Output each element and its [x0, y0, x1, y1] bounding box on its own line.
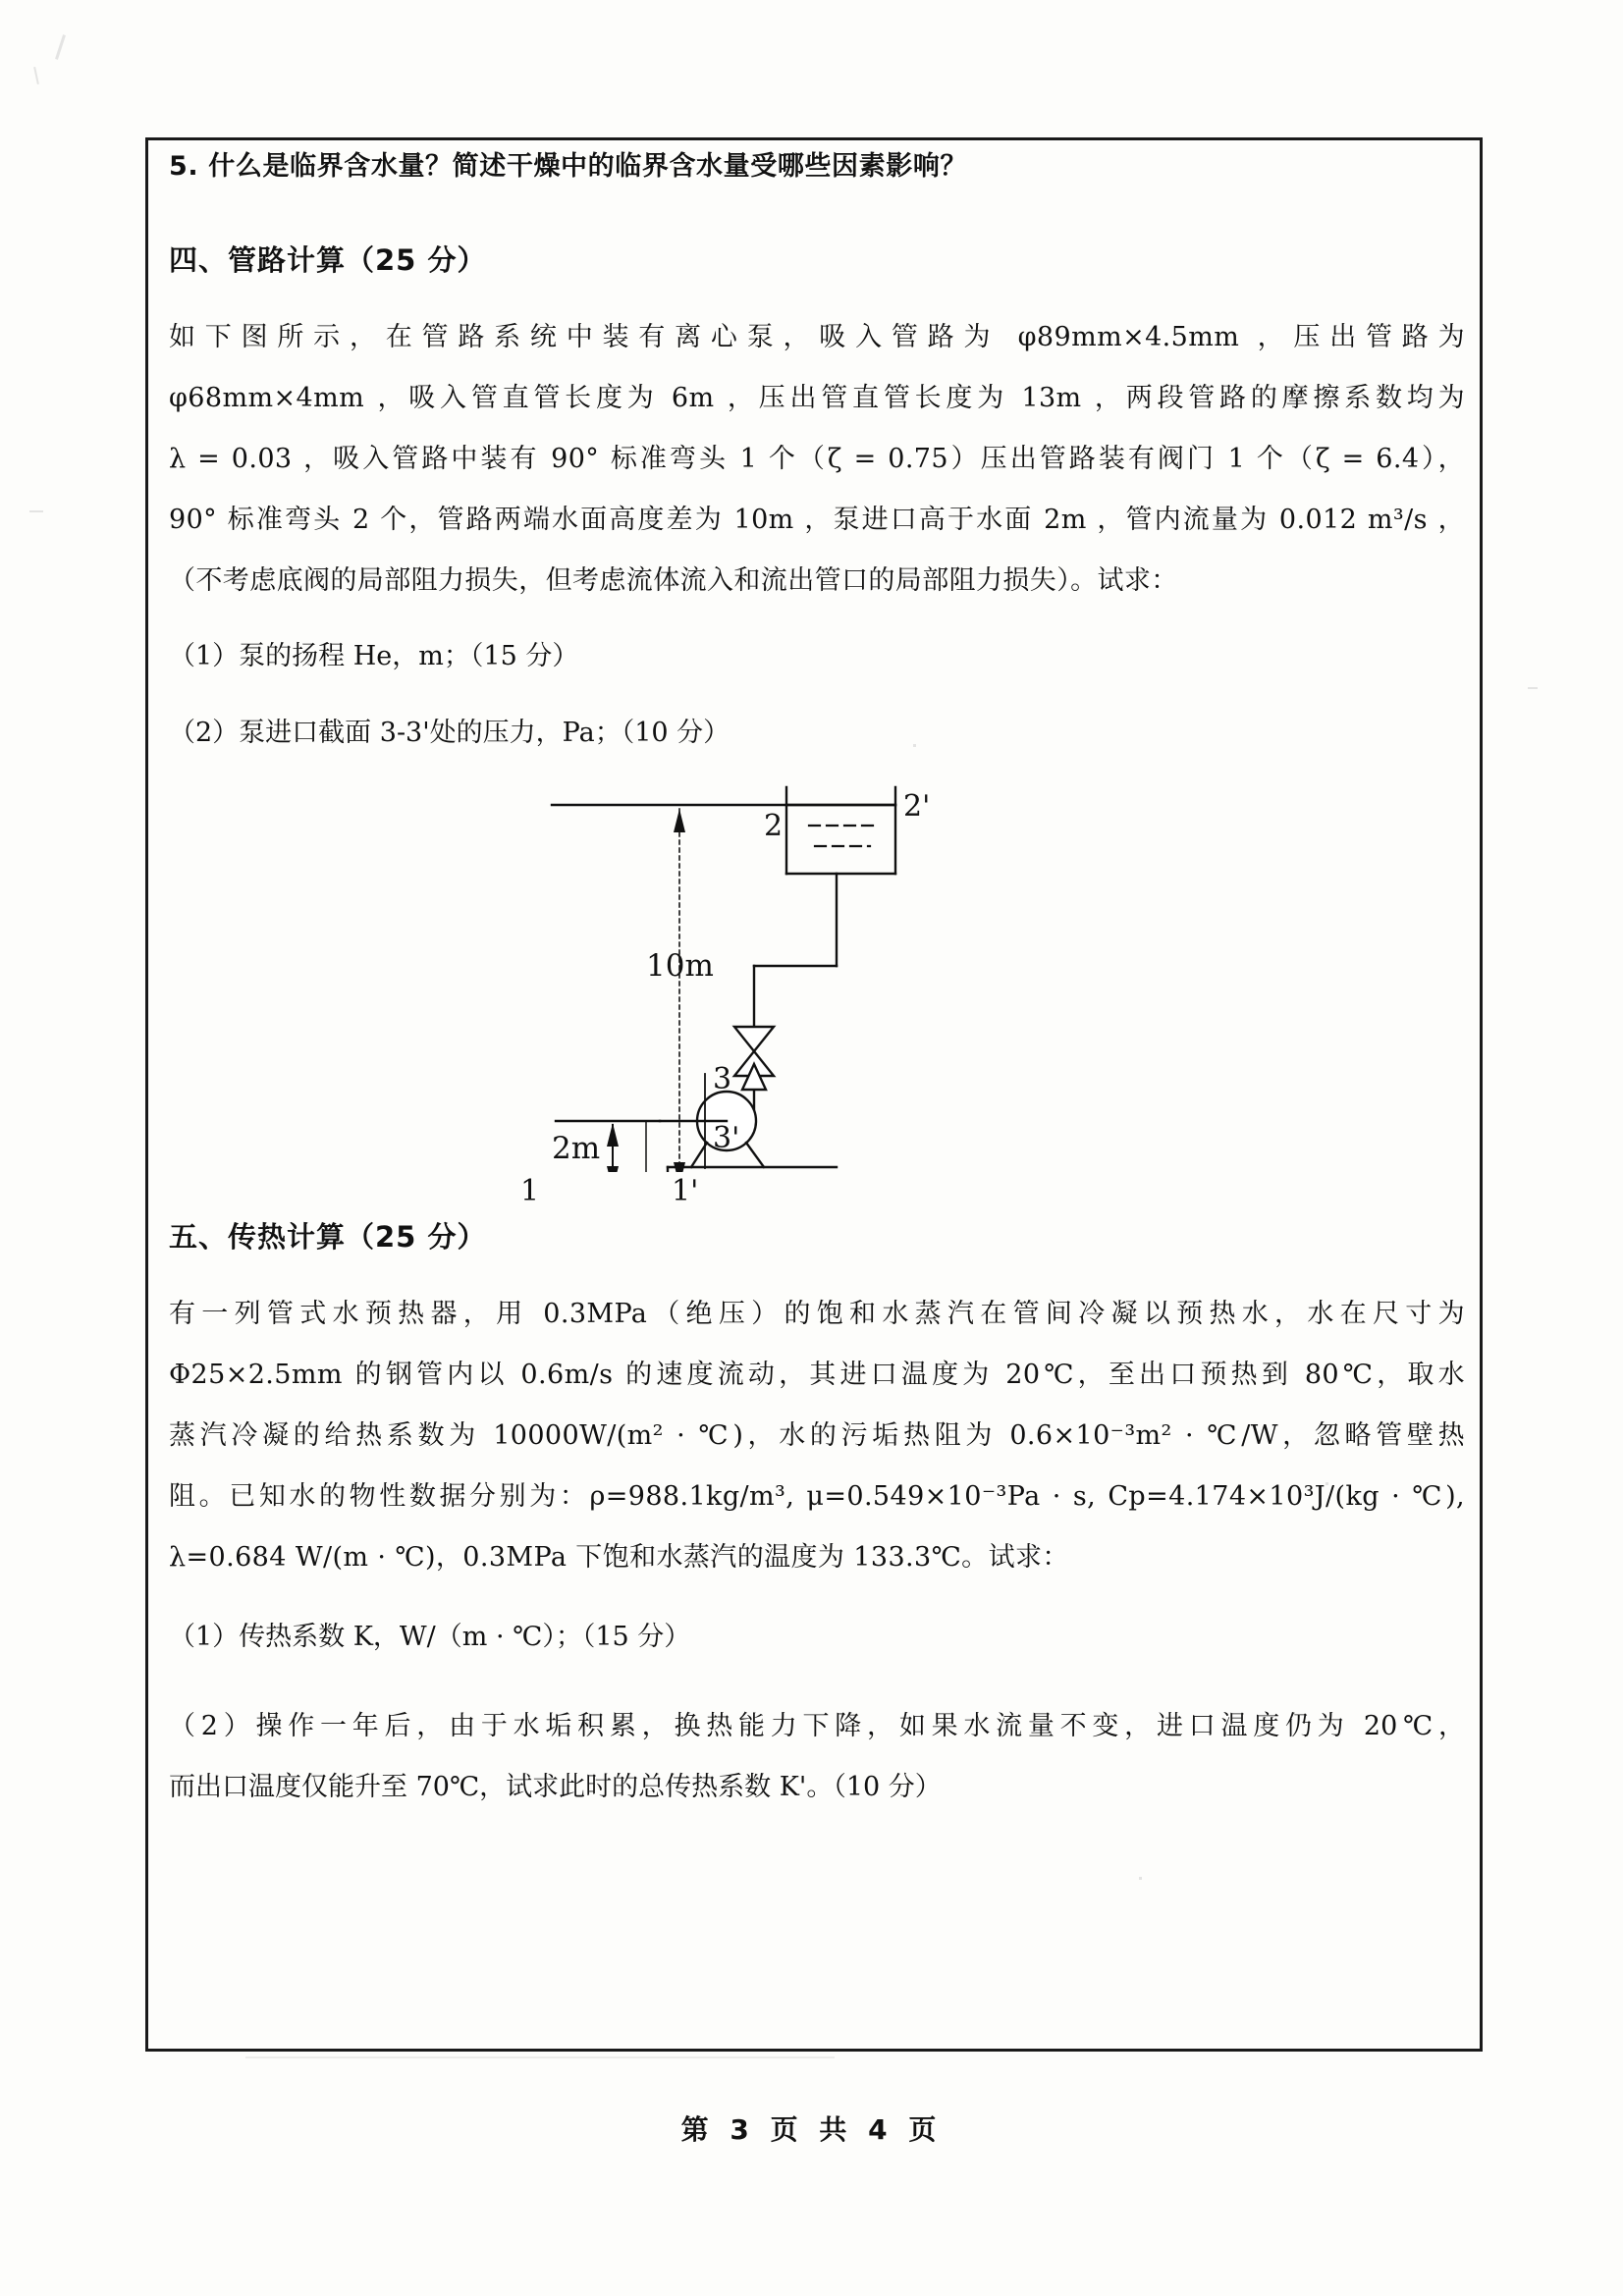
diagram-label-1: 1 [520, 1173, 540, 1208]
section-4-sub-question-2: （2）泵进口截面 3-3'处的压力，Pa；（10 分） [169, 718, 730, 748]
arrow-10m-down [674, 1162, 685, 1172]
section-4-body-line-4: 90° 标准弯头 2 个，管路两端水面高度差为 10m ，泵进口高于水面 2m ，管内流量为 0.012 m³/s ， [169, 504, 1465, 535]
pump-leg-right [746, 1143, 764, 1167]
section-5-body-line-1: 有一列管式水预热器，用 0.3MPa（绝压）的饱和水蒸汽在管间冷凝以预热水，水在尺寸为 [169, 1298, 1465, 1329]
arrow-2m-up [607, 1123, 619, 1147]
section-4-body-line-1: 如下图所示，在管路系统中装有离心泵，吸入管路为 φ89mm×4.5mm ，压出管路为 [169, 321, 1465, 352]
arrow-10m-up [674, 809, 685, 832]
question-5: 5. 什么是临界含水量？简述干燥中的临界含水量受哪些因素影响？ [169, 151, 968, 182]
section-5-sub-question-2-line-1: （2）操作一年后，由于水垢积累，换热能力下降，如果水流量不变，进口温度仍为 20℃， [169, 1711, 1465, 1741]
page-footer: 第 3 页 共 4 页 [680, 2113, 943, 2146]
section-5-body-line-2: Φ25×2.5mm 的钢管内以 0.6m/s 的速度流动，其进口温度为 20℃，至出口预热到 80℃，取水 [169, 1359, 1465, 1390]
section-4-body-line-2: φ68mm×4mm ，吸入管直管长度为 6m ，压出管直管长度为 13m ，两段管路的摩擦系数均为 [169, 382, 1465, 413]
section-5-body [169, 1284, 1465, 1588]
diagram-label-2-prime: 2' [903, 788, 931, 824]
diagram-label-1-prime: 1' [672, 1173, 699, 1208]
section-5-heading: 五、传热计算（25 分） [169, 1219, 487, 1254]
diagram-label-2: 2 [764, 808, 784, 843]
centrifugal-pump-piping-diagram [520, 779, 1170, 1208]
diagram-label-2m: 2m [552, 1130, 601, 1166]
section-4-sub-question-1: （1）泵的扬程 He，m；（15 分） [169, 640, 579, 671]
arrow-2m-down [607, 1166, 619, 1172]
section-4-body-line-5: （不考虑底阀的局部阻力损失，但考虑流体流入和流出管口的局部阻力损失）。试求： [169, 564, 1178, 596]
diagram-label-10m: 10m [646, 947, 714, 984]
section-4-heading: 四、管路计算（25 分） [169, 242, 487, 277]
section-4-body [169, 307, 1465, 612]
section-5-body-line-3: 蒸汽冷凝的给热系数为 10000W/(m² · ℃)，水的污垢热阻为 0.6×10⁻³m² · ℃/W，忽略管壁热 [169, 1419, 1465, 1451]
section-5-body-line-4: 阻。已知水的物性数据分别为：ρ=988.1kg/m³, μ=0.549×10⁻³Pa · s, Cp=4.174×10³J/(kg · ℃), [169, 1480, 1465, 1512]
section-5-sub-question-1: （1）传热系数 K，W/（m · ℃）；（15 分） [169, 1621, 691, 1652]
diagram-label-3-prime: 3' [713, 1120, 740, 1155]
exam-content [169, 147, 1465, 1818]
section-5-sub-question-2-line-2: 而出口温度仅能升至 70℃，试求此时的总传热系数 K'。（10 分） [169, 1772, 942, 1802]
dimension-arrowheads [607, 809, 685, 1172]
section-4-body-line-3: λ = 0.03 ，吸入管路中装有 90° 标准弯头 1 个（ζ = 0.75）压出管路装有阀门 1 个（ζ = 6.4）， [169, 443, 1465, 474]
diagram-label-3: 3 [713, 1061, 732, 1096]
section-5-body-line-5: λ=0.684 W/(m · ℃)，0.3MPa 下饱和水蒸汽的温度为 133.3℃。试求： [169, 1541, 1069, 1573]
